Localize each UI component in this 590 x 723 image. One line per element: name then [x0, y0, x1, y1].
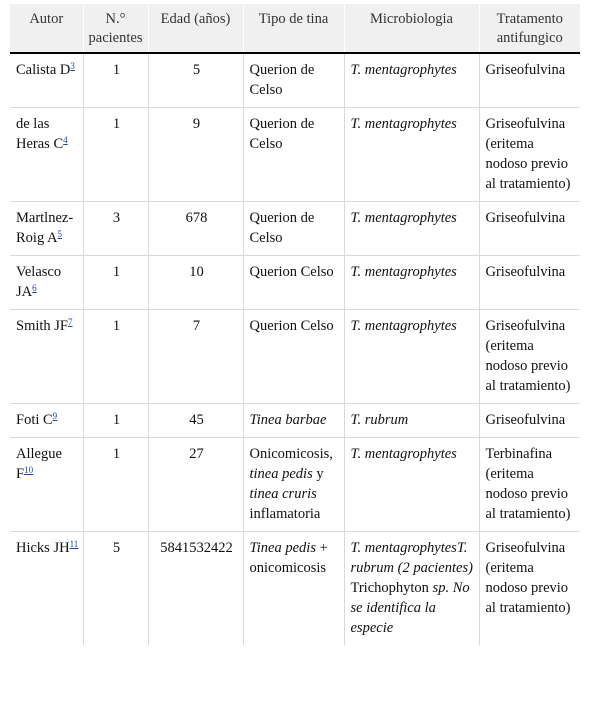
cell-n-pacientes: 5: [83, 532, 148, 646]
table-row: [10, 256, 580, 310]
cell-text: inflamatoria: [249, 506, 321, 522]
cell-autor: [10, 202, 83, 256]
cell-microbiologia: [344, 438, 479, 532]
table-row: [10, 532, 580, 646]
cell-autor: [10, 310, 83, 404]
cell-text: Querion Celso: [249, 318, 334, 334]
cell-autor: [10, 532, 83, 646]
cell-autor: [10, 404, 83, 438]
italic-text: T. rubrum: [350, 412, 409, 428]
cell-n-pacientes: 1: [83, 53, 148, 108]
reference-sup: [63, 135, 68, 145]
cell-microbiologia: [344, 202, 479, 256]
reference-link[interactable]: 5: [57, 229, 62, 239]
cell-n-pacientes: 1: [83, 256, 148, 310]
header-microbiologia: Microbiologia: [344, 4, 479, 53]
cell-tratamento: Griseofulvina (eritema nodoso previo al tratamiento): [479, 310, 580, 404]
reference-sup: [32, 283, 37, 293]
cell-tipo-tina: [243, 53, 344, 108]
italic-text: Tinea pedis: [249, 540, 316, 556]
cell-text: Querion de Celso: [249, 210, 315, 246]
cell-n-pacientes: 3: [83, 202, 148, 256]
header-tipo-tina: Tipo de tina: [243, 4, 344, 53]
reference-link[interactable]: 10: [24, 465, 34, 475]
cell-tratamento: Griseofulvina: [479, 256, 580, 310]
cases-table: [10, 4, 580, 645]
cell-edad: 5: [148, 53, 243, 108]
cell-autor: [10, 256, 83, 310]
italic-text: T. mentagrophytes: [350, 210, 457, 226]
cell-microbiologia: [344, 310, 479, 404]
cell-tipo-tina: [243, 438, 344, 532]
cell-autor: [10, 108, 83, 202]
italic-text: T. mentagrophytes: [350, 116, 457, 132]
cell-n-pacientes: 1: [83, 108, 148, 202]
italic-text: T. mentagrophytes: [350, 446, 457, 462]
cell-autor: [10, 438, 83, 532]
table-row: [10, 404, 580, 438]
italic-text: tinea cruris: [249, 486, 317, 502]
reference-link[interactable]: 4: [63, 135, 68, 145]
header-tratamento: Tratamento antifungico: [479, 4, 580, 53]
reference-sup: [70, 61, 75, 71]
cell-text: Calista D: [16, 62, 71, 78]
cell-tipo-tina: [243, 404, 344, 438]
cell-text: y: [312, 466, 324, 482]
cell-text: Querion de Celso: [249, 62, 315, 98]
cell-tratamento: Griseofulvina (eritema nodoso previo al tratamiento): [479, 108, 580, 202]
cell-tratamento: Terbinafina (eritema nodoso previo al tratamiento): [479, 438, 580, 532]
reference-link[interactable]: 3: [70, 61, 75, 71]
cell-text: Onicomicosis,: [249, 446, 333, 462]
cell-edad: 45: [148, 404, 243, 438]
table-row: [10, 108, 580, 202]
header-autor: Autor: [10, 4, 83, 53]
reference-link[interactable]: 6: [32, 283, 37, 293]
header-edad: Edad (años): [148, 4, 243, 53]
reference-link[interactable]: 7: [67, 317, 73, 327]
reference-sup: [58, 229, 63, 239]
cell-edad: 678: [148, 202, 243, 256]
italic-text: T. mentagrophytes: [350, 62, 457, 78]
cell-microbiologia: [344, 404, 479, 438]
cell-text: + onicomicosis: [249, 540, 328, 576]
cell-n-pacientes: 1: [83, 438, 148, 532]
header-row: [10, 4, 580, 53]
cell-edad: 27: [148, 438, 243, 532]
table-row: [10, 53, 580, 108]
cell-edad: 5841532422: [148, 532, 243, 646]
reference-sup: [24, 465, 33, 475]
cell-text: Martlnez-Roig A: [16, 210, 74, 246]
cell-tipo-tina: [243, 108, 344, 202]
cell-n-pacientes: 1: [83, 310, 148, 404]
cell-text: Smith JF: [16, 318, 68, 334]
cell-tratamento: Griseofulvina: [479, 202, 580, 256]
italic-text: Tinea barbae: [249, 412, 327, 428]
cell-microbiologia: [344, 256, 479, 310]
table-row: [10, 202, 580, 256]
cell-text: Querion Celso: [249, 264, 334, 280]
cell-edad: 7: [148, 310, 243, 404]
table-row: [10, 438, 580, 532]
cell-autor: [10, 53, 83, 108]
cell-tratamento: Griseofulvina: [479, 404, 580, 438]
reference-sup: [53, 411, 58, 421]
italic-text: T. mentagrophytes: [350, 264, 457, 280]
italic-text: sp. No se identifica la especie: [350, 580, 470, 636]
header-n-pacientes: N.° pacientes: [83, 4, 148, 53]
cell-microbiologia: [344, 53, 479, 108]
italic-text: T. mentagrophytes: [350, 318, 457, 334]
reference-sup: [68, 317, 73, 327]
cell-microbiologia: [344, 108, 479, 202]
cell-tipo-tina: [243, 202, 344, 256]
cell-text: Velasco JA: [16, 264, 62, 300]
cell-tratamento: Griseofulvina (eritema nodoso previo al tratamiento): [479, 532, 580, 646]
table-row: [10, 310, 580, 404]
cell-text: Hicks JH: [16, 540, 70, 556]
cell-edad: 9: [148, 108, 243, 202]
cell-text: Allegue F: [16, 446, 62, 482]
cell-text: Querion de Celso: [249, 116, 315, 152]
cell-tratamento: Griseofulvina: [479, 53, 580, 108]
cell-edad: 10: [148, 256, 243, 310]
reference-link[interactable]: 11: [69, 539, 79, 549]
cell-tipo-tina: [243, 256, 344, 310]
cell-microbiologia: [344, 532, 479, 646]
italic-text: T. mentagrophytesT. rubrum (2 pacientes): [350, 540, 473, 576]
cell-text: de las Heras C: [16, 116, 64, 152]
cell-tipo-tina: [243, 532, 344, 646]
cell-text: Trichophyton: [350, 580, 433, 596]
italic-text: tinea pedis: [249, 466, 313, 482]
reference-link[interactable]: 9: [52, 411, 58, 421]
cell-tipo-tina: [243, 310, 344, 404]
reference-sup: [70, 539, 79, 549]
cell-n-pacientes: 1: [83, 404, 148, 438]
cell-text: Foti C: [16, 412, 53, 428]
